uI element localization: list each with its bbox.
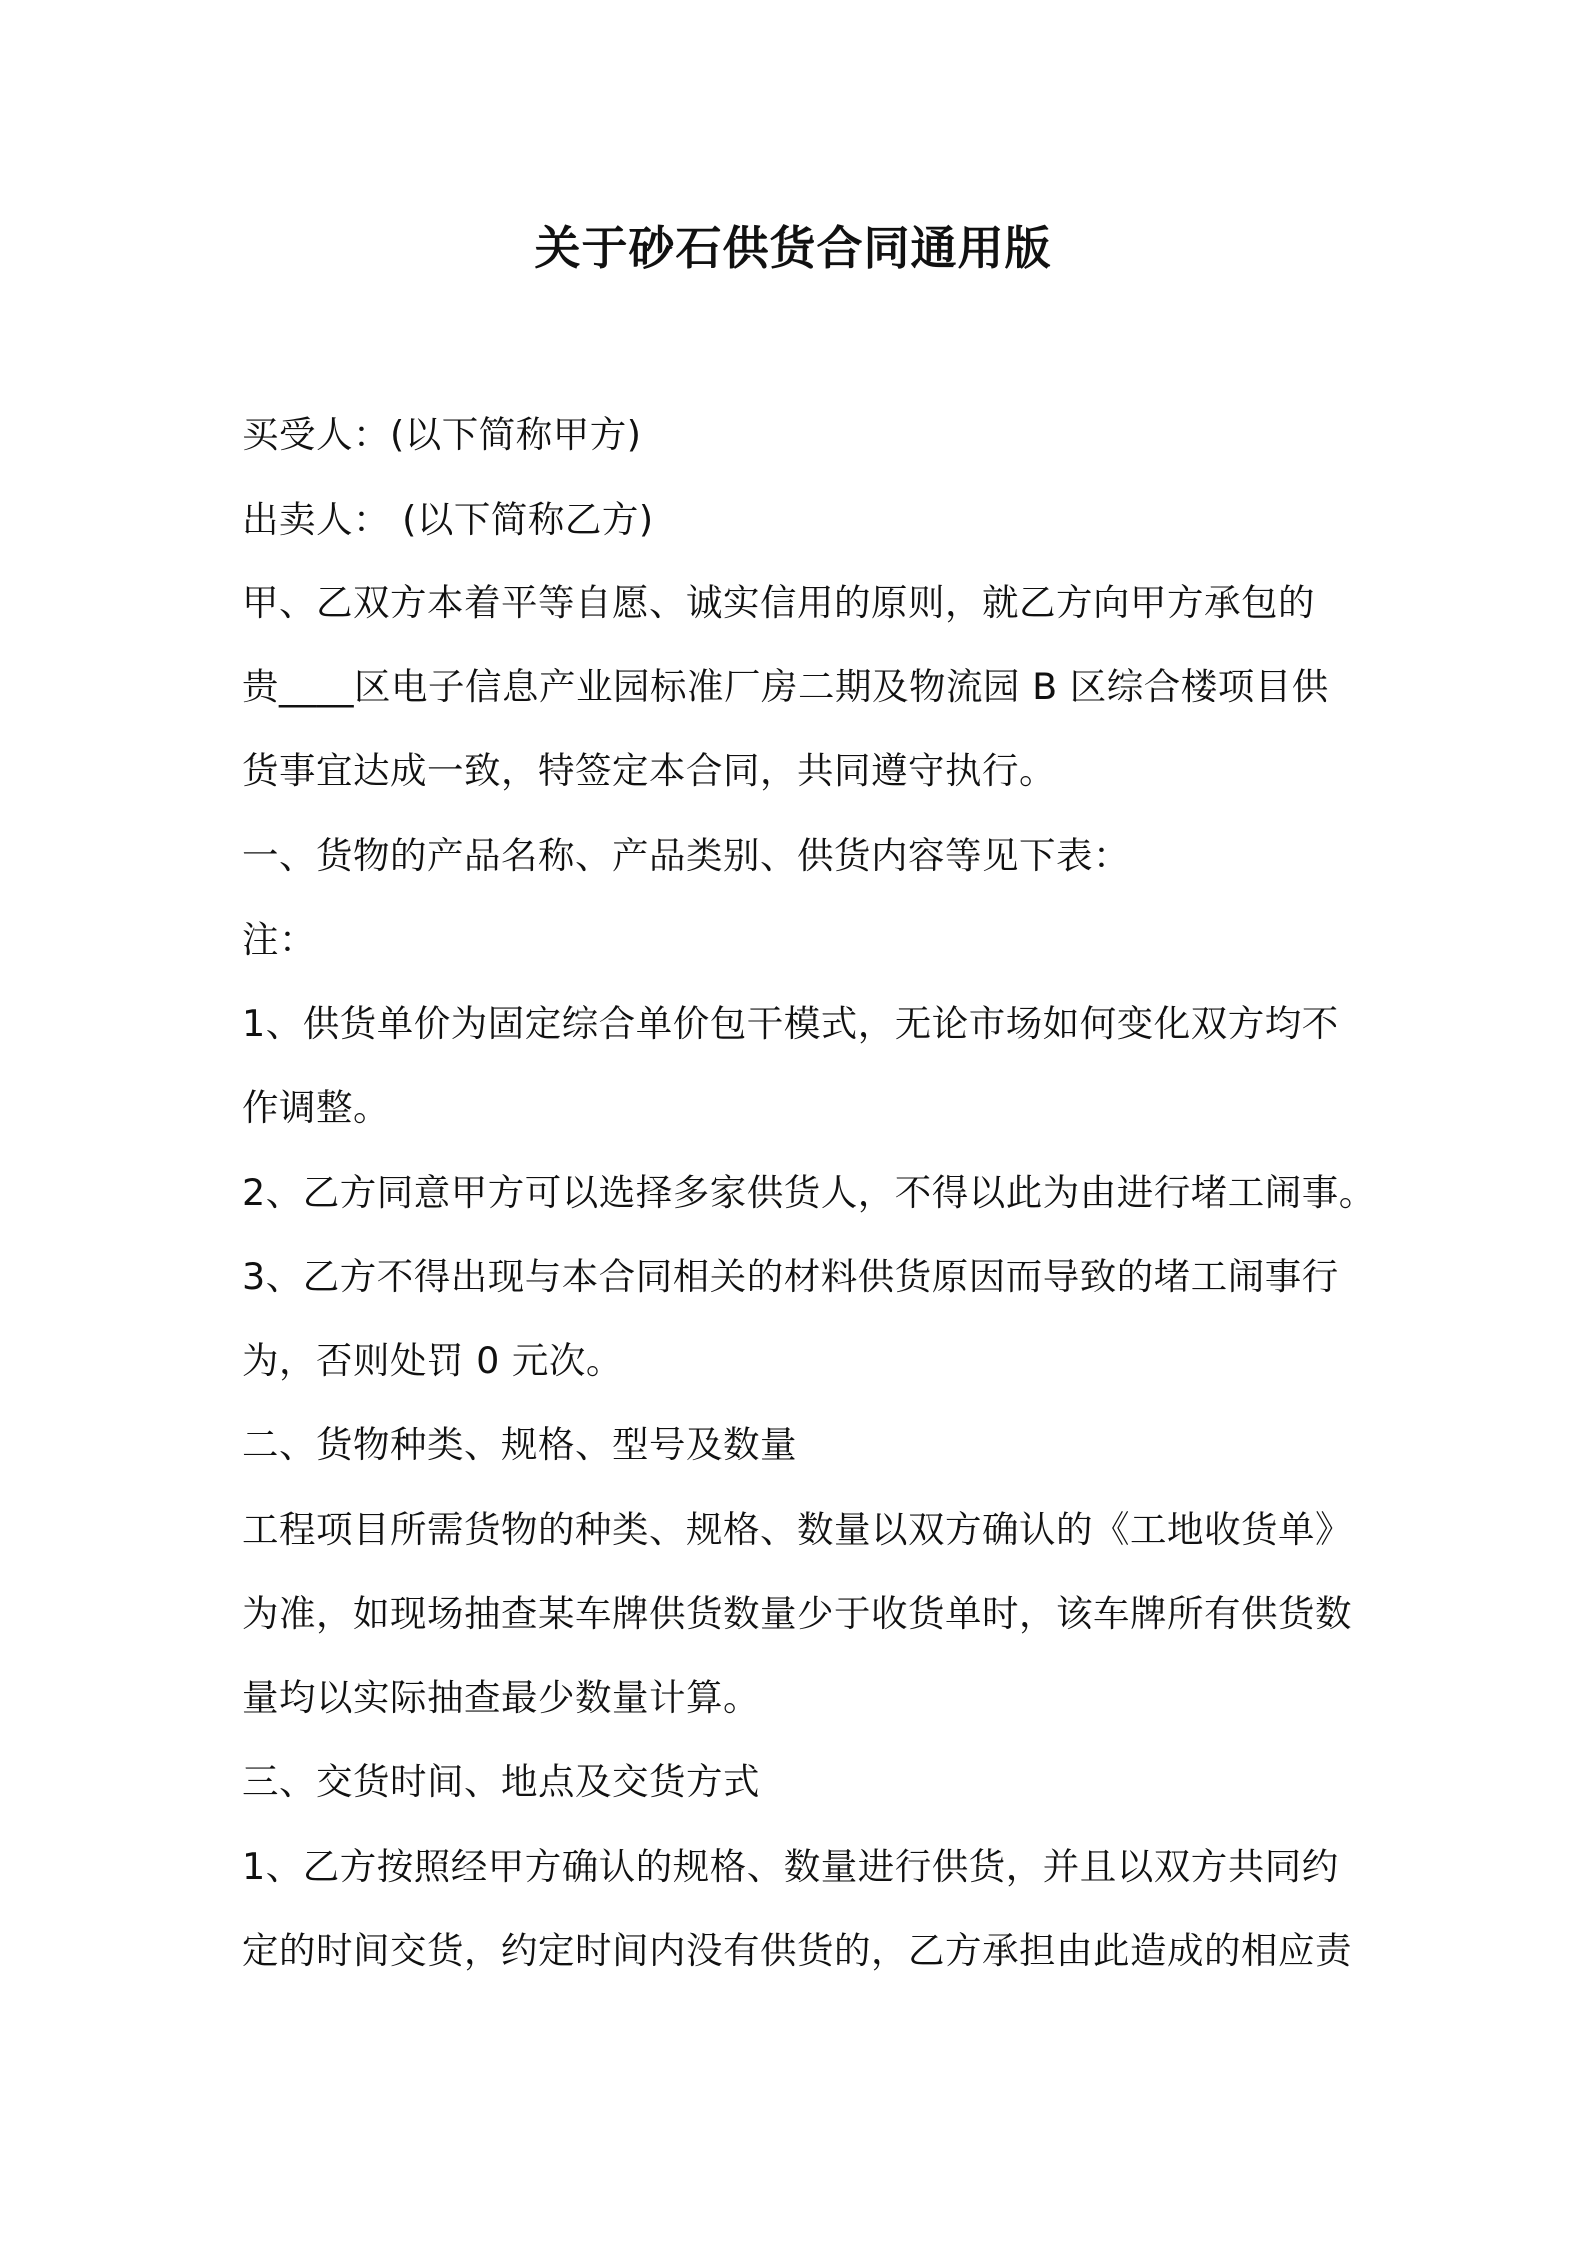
document-title: 关于砂石供货合同通用版 (534, 221, 1052, 275)
clause-line: 2、乙方同意甲方可以选择多家供货人，不得以此为由进行堵工闹事。 (242, 1171, 1376, 1214)
clause-line: 1、供货单价为固定综合单价包干模式，无论市场如何变化双方均不 (242, 1002, 1339, 1045)
preamble-line: 贵____区电子信息产业园标准厂房二期及物流园 B 区综合楼项目供 (242, 665, 1329, 708)
clause-line: 为准，如现场抽查某车牌供货数量少于收货单时，该车牌所有供货数 (242, 1592, 1352, 1635)
clause-line: 3、乙方不得出现与本合同相关的材料供货原因而导致的堵工闹事行 (242, 1255, 1339, 1298)
section-heading: 二、货物种类、规格、型号及数量 (242, 1423, 797, 1466)
note-label: 注： (242, 918, 316, 961)
preamble-line: 甲、乙双方本着平等自愿、诚实信用的原则，就乙方向甲方承包的 (242, 581, 1315, 624)
seller-line: 出卖人： (以下简称乙方) (242, 498, 654, 541)
clause-line: 1、乙方按照经甲方确认的规格、数量进行供货，并且以双方共同约 (242, 1845, 1339, 1888)
clause-line: 作调整。 (242, 1086, 390, 1129)
clause-line: 量均以实际抽查最少数量计算。 (242, 1676, 760, 1719)
preamble-line: 货事宜达成一致，特签定本合同，共同遵守执行。 (242, 749, 1056, 792)
clause-line: 工程项目所需货物的种类、规格、数量以双方确认的《工地收货单》 (242, 1508, 1352, 1551)
section-heading: 三、交货时间、地点及交货方式 (242, 1760, 760, 1803)
buyer-line: 买受人：(以下简称甲方) (242, 413, 642, 456)
section-heading: 一、货物的产品名称、产品类别、供货内容等见下表： (242, 834, 1130, 877)
clause-line: 定的时间交货，约定时间内没有供货的，乙方承担由此造成的相应责 (242, 1929, 1352, 1972)
clause-line: 为，否则处罚 0 元次。 (242, 1339, 623, 1382)
